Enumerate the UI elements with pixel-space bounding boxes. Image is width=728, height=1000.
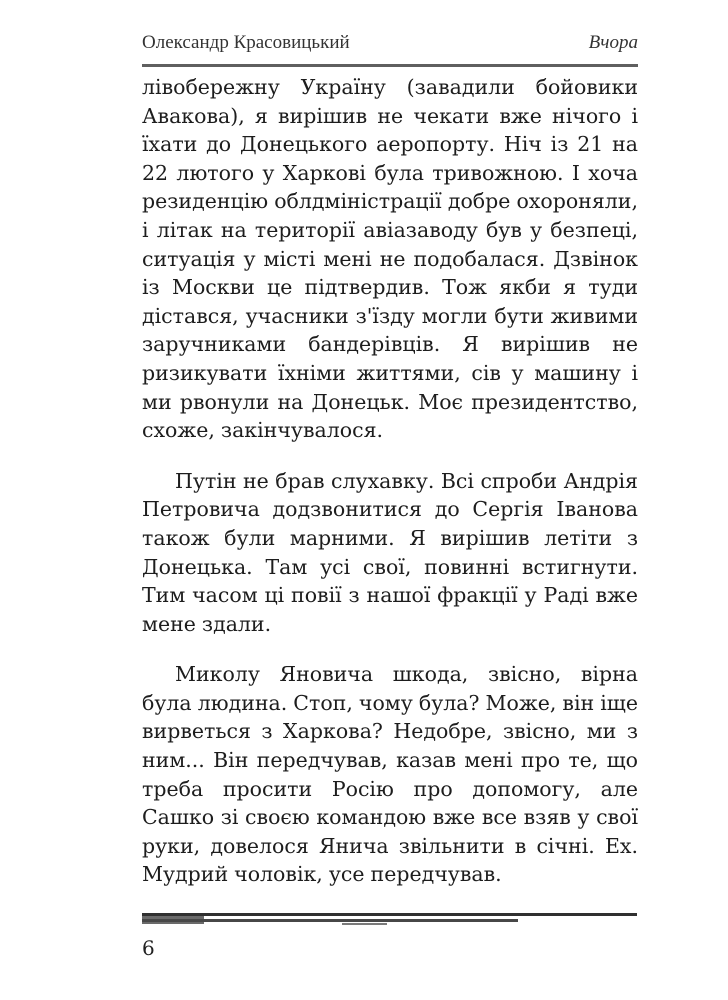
footer-rule-mid	[142, 919, 518, 922]
running-head-book-title: Вчора	[588, 32, 638, 53]
footer-decorative-rules	[142, 910, 637, 928]
paragraph-1: лівобережну Україну (завадили бойовики Авакова), я вирішив не чекати вже нічого і їхати до Донецького аеропорту. Ніч із 21 на 22 лютого у Харкові була тривожною. І хоча резиденцію облдміністрації добре охороняли, і літак на території авіазаводу був у безпеці, ситуація у місті мені не подобалася. Дзвінок із Москви це підтвердив. Тож якби я туди дістався, учасники з'їзду могли бути живими заручниками бандерівців. Я вирішив не ризикувати їхніми життями, сів у машину і ми рвонули на Донецьк. Моє президентство, схоже, закінчувалося.	[142, 75, 638, 443]
footer-rule-short	[342, 923, 387, 925]
body-text	[142, 73, 638, 889]
running-head	[142, 24, 638, 67]
running-head-author: Олександр Красовицький	[142, 32, 350, 53]
page-number: 6	[142, 936, 155, 960]
paragraph-3: Миколу Яновича шкода, звісно, вірна була людина. Стоп, чому була? Може, він іще вирветься з Харкова? Недобре, звісно, ми з ним... Він передчував, казав мені про те, що треба просити Росію про допомогу, але Сашко зі своєю командою вже все взяв у свої руки, довелося Янича звільнити в січні. Ех. Мудрий чоловік, усе передчував.	[142, 662, 638, 887]
paragraph-2: Путін не брав слухавку. Всі спроби Андрія Петровича додзвонитися до Сергія Іванова також були марними. Я вирішив летіти з Донецька. Там усі свої, повинні встигнути. Тим часом ці повії з нашої фракції у Раді вже мене здали.	[142, 468, 638, 636]
footer-rule-long	[142, 913, 637, 916]
